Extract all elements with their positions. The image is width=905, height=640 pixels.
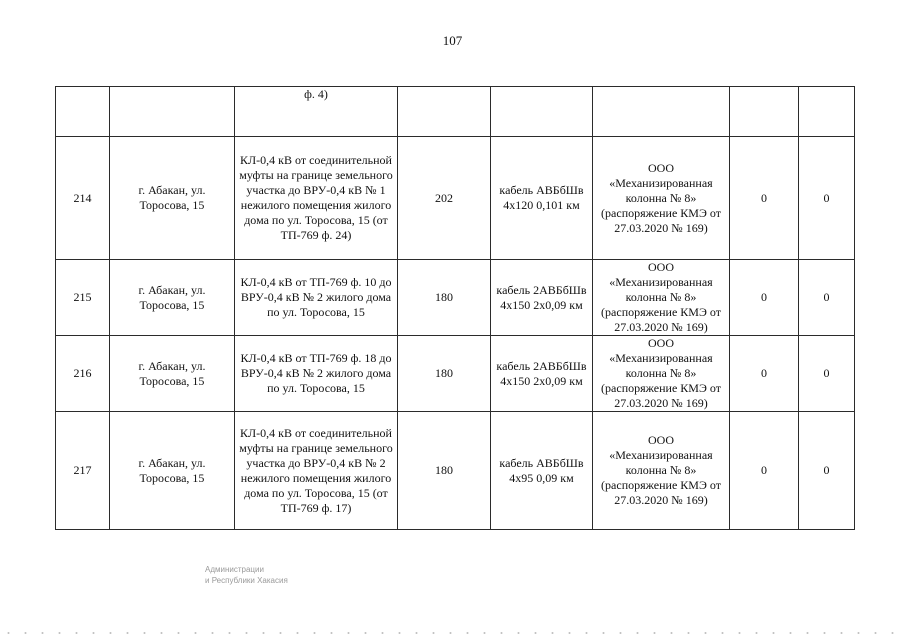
cell-description: КЛ-0,4 кВ от ТП-769 ф. 10 до ВРУ-0,4 кВ № 2 жилого дома по ул. Торосова, 15 [235, 260, 398, 336]
registry-table [55, 86, 855, 530]
faint-stamp [205, 564, 288, 586]
cell-description: КЛ-0,4 кВ от соединительной муфты на границе земельного участка до ВРУ-0,4 кВ № 1 нежилого помещения жилого дома по ул. Торосова, 15 (от ТП-769 ф. 24) [235, 137, 398, 260]
cell-value-1: 0 [730, 336, 799, 412]
cell-length [398, 87, 491, 137]
cell-value-2: 0 [799, 260, 855, 336]
cell-length: 180 [398, 412, 491, 530]
cell-length: 180 [398, 336, 491, 412]
cell-cable: кабель 2АВБбШв 4х150 2х0,09 км [491, 260, 593, 336]
cell-num: 217 [56, 412, 110, 530]
cell-org: ООО «Механизированная колонна № 8» (распоряжение КМЭ от 27.03.2020 № 169) [593, 260, 730, 336]
page-number: 107 [442, 33, 463, 48]
cell-length: 180 [398, 260, 491, 336]
cell-org: ООО «Механизированная колонна № 8» (распоряжение КМЭ от 27.03.2020 № 169) [593, 336, 730, 412]
cell-value-1 [730, 87, 799, 137]
table-row [56, 137, 855, 260]
cell-value-2: 0 [799, 137, 855, 260]
table-row [56, 260, 855, 336]
cell-value-1: 0 [730, 412, 799, 530]
stamp-line-1: Администрации [205, 565, 264, 574]
cell-num [56, 87, 110, 137]
cell-value-1: 0 [730, 137, 799, 260]
scan-noise-strip [0, 628, 905, 638]
cell-description: КЛ-0,4 кВ от соединительной муфты на границе земельного участка до ВРУ-0,4 кВ № 2 нежилого помещения жилого дома по ул. Торосова, 15 (от ТП-769 ф. 17) [235, 412, 398, 530]
table-row [56, 336, 855, 412]
cell-org [593, 87, 730, 137]
cell-cable: кабель 2АВБбШв 4х150 2х0,09 км [491, 336, 593, 412]
cell-num: 214 [56, 137, 110, 260]
cell-value-2 [799, 87, 855, 137]
table-row [56, 412, 855, 530]
cell-length: 202 [398, 137, 491, 260]
cell-org: ООО «Механизированная колонна № 8» (распоряжение КМЭ от 27.03.2020 № 169) [593, 412, 730, 530]
stamp-line-2: и Республики Хакасия [205, 576, 288, 585]
cell-cable: кабель АВБбШв 4х95 0,09 км [491, 412, 593, 530]
cell-value-1: 0 [730, 260, 799, 336]
cell-org: ООО «Механизированная колонна № 8» (распоряжение КМЭ от 27.03.2020 № 169) [593, 137, 730, 260]
cell-address: г. Абакан, ул. Торосова, 15 [110, 336, 235, 412]
cell-address: г. Абакан, ул. Торосова, 15 [110, 137, 235, 260]
cell-cable [491, 87, 593, 137]
cell-num: 215 [56, 260, 110, 336]
cell-description: КЛ-0,4 кВ от ТП-769 ф. 18 до ВРУ-0,4 кВ № 2 жилого дома по ул. Торосова, 15 [235, 336, 398, 412]
cell-value-2: 0 [799, 336, 855, 412]
cell-address: г. Абакан, ул. Торосова, 15 [110, 412, 235, 530]
cell-description: ф. 4) [235, 87, 398, 137]
cell-cable: кабель АВБбШв 4х120 0,101 км [491, 137, 593, 260]
cell-address: г. Абакан, ул. Торосова, 15 [110, 260, 235, 336]
cell-num: 216 [56, 336, 110, 412]
cell-address [110, 87, 235, 137]
cell-value-2: 0 [799, 412, 855, 530]
table-row-continuation [56, 87, 855, 137]
